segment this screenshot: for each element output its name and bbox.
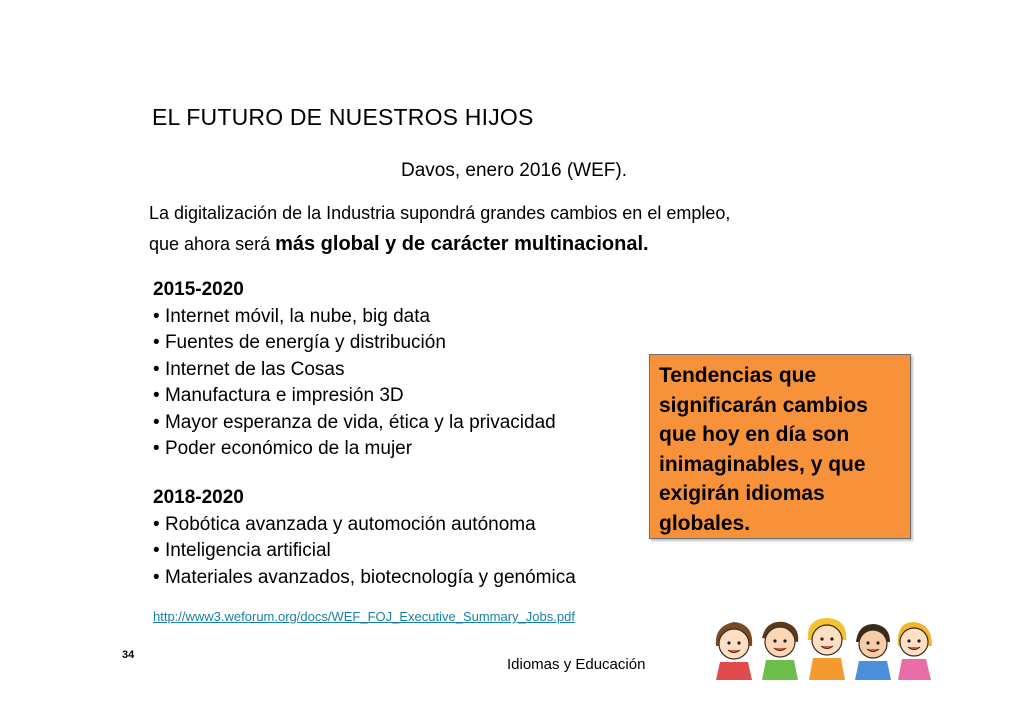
child-figure — [716, 622, 752, 680]
bullet-list — [153, 304, 556, 463]
list-item: • Robótica avanzada y automoción autónoma — [153, 512, 576, 539]
list-item: • Mayor esperanza de vida, ética y la privacidad — [153, 410, 556, 437]
intro-line-2 — [149, 229, 889, 260]
section-heading: 2015-2020 — [153, 279, 244, 300]
child-figure — [762, 622, 798, 680]
page-number: 34 — [122, 649, 135, 661]
children-illustration — [712, 612, 934, 680]
list-item: • Materiales avanzados, biotecnología y genómica — [153, 565, 576, 592]
list-item: • Manufactura e impresión 3D — [153, 383, 556, 410]
intro-line-1: La digitalización de la Industria supondrá grandes cambios en el empleo, — [149, 203, 731, 223]
child-figure — [898, 622, 932, 680]
slide-title: EL FUTURO DE NUESTROS HIJOS — [152, 104, 534, 130]
trends-section-2018-2020 — [153, 485, 576, 591]
child-figure — [855, 624, 891, 680]
child-figure — [808, 618, 846, 680]
source-link[interactable]: http://www3.weforum.org/docs/WEF_FOJ_Executive_Summary_Jobs.pdf — [153, 609, 575, 624]
list-item: • Fuentes de energía y distribución — [153, 330, 556, 357]
intro-line-2-bold: más global y de carácter multinacional. — [275, 233, 649, 255]
callout-box: Tendencias que significarán cambios que hoy en día son inimaginables, y que exigirán idiomas globales. — [649, 354, 911, 539]
section-heading: 2018-2020 — [153, 487, 244, 508]
intro-line-2-prefix: que ahora será — [149, 234, 276, 254]
list-item: • Internet de las Cosas — [153, 357, 556, 384]
trends-section-2015-2020 — [153, 277, 556, 463]
bullet-list — [153, 512, 576, 592]
footer-text: Idiomas y Educación — [507, 656, 646, 673]
list-item: • Inteligencia artificial — [153, 538, 576, 565]
intro-paragraph — [149, 198, 889, 260]
slide-subtitle: Davos, enero 2016 (WEF). — [401, 160, 627, 181]
list-item: • Internet móvil, la nube, big data — [153, 304, 556, 331]
list-item: • Poder económico de la mujer — [153, 436, 556, 463]
